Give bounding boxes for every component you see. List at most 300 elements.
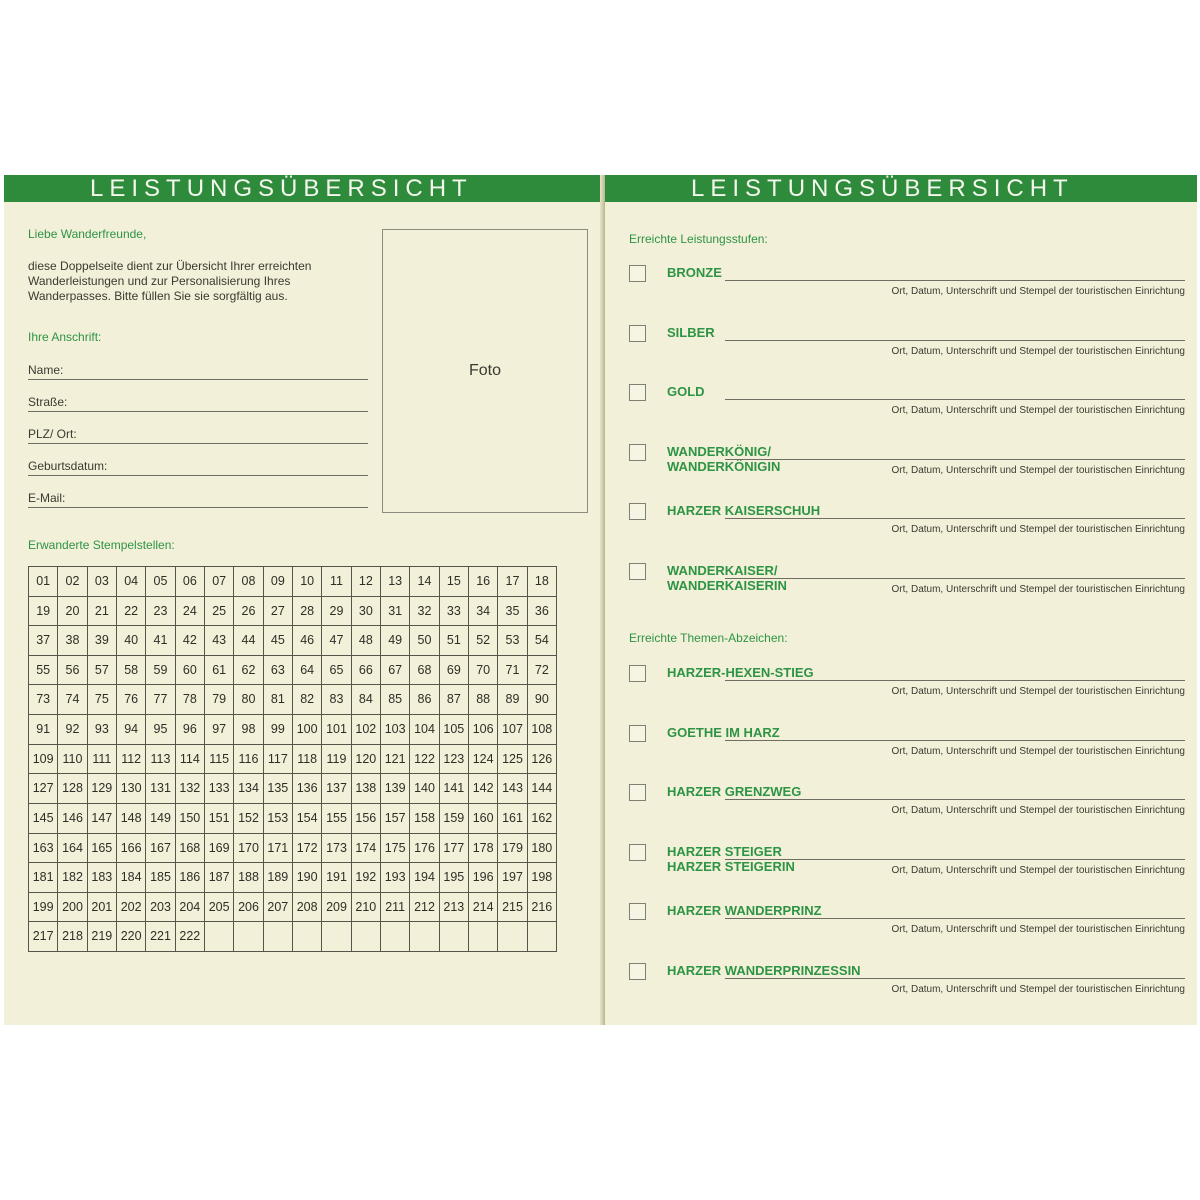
signature-line[interactable] xyxy=(725,740,1185,741)
stamp-cell[interactable]: 95 xyxy=(146,715,175,745)
stamp-cell[interactable]: 113 xyxy=(146,745,175,775)
stamp-cell[interactable]: 106 xyxy=(469,715,498,745)
stamp-cell[interactable]: 153 xyxy=(264,804,293,834)
signature-line[interactable] xyxy=(725,340,1185,341)
signature-line[interactable] xyxy=(725,680,1185,681)
stamp-cell[interactable]: 110 xyxy=(58,745,87,775)
stamp-cell[interactable]: 67 xyxy=(381,656,410,686)
stamp-cell[interactable]: 36 xyxy=(528,597,557,627)
stamp-cell[interactable]: 15 xyxy=(440,567,469,597)
stamp-cell[interactable]: 180 xyxy=(528,834,557,864)
stamp-cell[interactable]: 77 xyxy=(146,685,175,715)
booklet-spread xyxy=(4,175,1197,1025)
level-item xyxy=(629,563,1185,609)
signature-caption: Ort, Datum, Unterschrift und Stempel der touristischen Einrichtung xyxy=(891,405,1185,416)
stamp-cell[interactable]: 66 xyxy=(352,656,381,686)
stamp-cell[interactable]: 27 xyxy=(264,597,293,627)
stamp-cell[interactable]: 63 xyxy=(264,656,293,686)
stamp-cell[interactable]: 214 xyxy=(469,893,498,923)
checkbox[interactable] xyxy=(629,963,646,980)
stamp-cell[interactable]: 74 xyxy=(58,685,87,715)
stamp-cell[interactable]: 195 xyxy=(440,863,469,893)
item-label xyxy=(667,963,861,978)
stamp-cell[interactable]: 147 xyxy=(88,804,117,834)
checkbox[interactable] xyxy=(629,325,646,342)
stamp-cell[interactable]: 99 xyxy=(264,715,293,745)
stamp-cell[interactable]: 10 xyxy=(293,567,322,597)
stamp-cell[interactable]: 62 xyxy=(234,656,263,686)
stamp-cell[interactable]: 38 xyxy=(58,626,87,656)
stamp-cell[interactable]: 45 xyxy=(264,626,293,656)
stamp-cell[interactable]: 192 xyxy=(352,863,381,893)
stamp-cell[interactable]: 23 xyxy=(146,597,175,627)
stamp-cell[interactable]: 90 xyxy=(528,685,557,715)
stamp-cell[interactable]: 158 xyxy=(410,804,439,834)
stamp-cell[interactable]: 204 xyxy=(176,893,205,923)
stamp-cell[interactable]: 108 xyxy=(528,715,557,745)
stamp-cell[interactable]: 103 xyxy=(381,715,410,745)
stamp-cell-empty[interactable] xyxy=(322,922,351,952)
stamp-cell[interactable]: 155 xyxy=(322,804,351,834)
stamp-cell[interactable]: 126 xyxy=(528,745,557,775)
stamp-cell-empty[interactable] xyxy=(381,922,410,952)
stamp-cell[interactable]: 105 xyxy=(440,715,469,745)
stamp-cell[interactable]: 218 xyxy=(58,922,87,952)
stamp-cell[interactable]: 13 xyxy=(381,567,410,597)
stamp-cell[interactable]: 148 xyxy=(117,804,146,834)
stamp-cell[interactable]: 211 xyxy=(381,893,410,923)
stamp-cell[interactable]: 140 xyxy=(410,774,439,804)
stamp-cell[interactable]: 150 xyxy=(176,804,205,834)
stamp-cell[interactable]: 196 xyxy=(469,863,498,893)
stamp-cell[interactable]: 08 xyxy=(234,567,263,597)
zip-city-field[interactable]: PLZ/ Ort: xyxy=(28,426,368,444)
street-field[interactable]: Straße: xyxy=(28,394,368,412)
stamp-cell[interactable]: 12 xyxy=(352,567,381,597)
stamp-cell[interactable]: 136 xyxy=(293,774,322,804)
stamp-cell[interactable]: 181 xyxy=(29,863,58,893)
checkbox[interactable] xyxy=(629,784,646,801)
stamp-cell-empty[interactable] xyxy=(528,922,557,952)
stamp-cell[interactable]: 37 xyxy=(29,626,58,656)
stamp-cell[interactable]: 40 xyxy=(117,626,146,656)
item-label-line: HARZER STEIGERIN xyxy=(667,858,795,874)
stamp-cell[interactable]: 128 xyxy=(58,774,87,804)
item-label xyxy=(667,384,705,399)
stamp-cell[interactable]: 222 xyxy=(176,922,205,952)
signature-caption: Ort, Datum, Unterschrift und Stempel der touristischen Einrichtung xyxy=(891,864,1185,876)
stamp-cell[interactable]: 21 xyxy=(88,597,117,627)
stamp-cell[interactable]: 72 xyxy=(528,656,557,686)
stamp-cell[interactable]: 120 xyxy=(352,745,381,775)
stamp-cell[interactable]: 111 xyxy=(88,745,117,775)
stamp-cell[interactable]: 170 xyxy=(234,834,263,864)
stamp-cell[interactable]: 07 xyxy=(205,567,234,597)
stamp-cell[interactable]: 96 xyxy=(176,715,205,745)
stamp-cell[interactable]: 179 xyxy=(498,834,527,864)
stamp-cell[interactable]: 176 xyxy=(410,834,439,864)
stamp-cell[interactable]: 175 xyxy=(381,834,410,864)
level-item xyxy=(629,444,1185,490)
level-item xyxy=(629,503,1185,549)
stamp-cell[interactable]: 209 xyxy=(322,893,351,923)
stamp-cell[interactable]: 102 xyxy=(352,715,381,745)
stamp-cell[interactable]: 115 xyxy=(205,745,234,775)
stamp-cell[interactable]: 172 xyxy=(293,834,322,864)
stamp-cell[interactable]: 186 xyxy=(176,863,205,893)
stamp-cell[interactable]: 02 xyxy=(58,567,87,597)
stamp-cell[interactable]: 124 xyxy=(469,745,498,775)
stamp-cell[interactable]: 183 xyxy=(88,863,117,893)
stamp-cell[interactable]: 09 xyxy=(264,567,293,597)
signature-caption: Ort, Datum, Unterschrift und Stempel der touristischen Einrichtung xyxy=(891,983,1185,995)
stamp-cell[interactable]: 119 xyxy=(322,745,351,775)
stamp-cell[interactable]: 188 xyxy=(234,863,263,893)
stamp-cell[interactable]: 75 xyxy=(88,685,117,715)
stamp-cell[interactable]: 159 xyxy=(440,804,469,834)
stamp-cell[interactable]: 93 xyxy=(88,715,117,745)
stamp-cell[interactable]: 200 xyxy=(58,893,87,923)
stamp-cell[interactable]: 44 xyxy=(234,626,263,656)
checkbox[interactable] xyxy=(629,563,646,580)
signature-caption: Ort, Datum, Unterschrift und Stempel der touristischen Einrichtung xyxy=(891,583,1185,595)
stamp-cell[interactable]: 19 xyxy=(29,597,58,627)
stamp-cell[interactable]: 208 xyxy=(293,893,322,923)
stamp-cell[interactable]: 69 xyxy=(440,656,469,686)
stamp-cell[interactable]: 97 xyxy=(205,715,234,745)
stamp-cell-empty[interactable] xyxy=(205,922,234,952)
stamp-cell[interactable]: 92 xyxy=(58,715,87,745)
stamp-cell[interactable]: 166 xyxy=(117,834,146,864)
stamp-cell[interactable]: 83 xyxy=(322,685,351,715)
level-item xyxy=(629,325,1185,371)
item-label xyxy=(667,784,801,799)
stamp-cell[interactable]: 201 xyxy=(88,893,117,923)
left-page xyxy=(4,175,602,1025)
name-field[interactable]: Name: xyxy=(28,362,368,380)
stamp-cell[interactable]: 127 xyxy=(29,774,58,804)
stamp-cell[interactable]: 163 xyxy=(29,834,58,864)
stamp-cell[interactable]: 139 xyxy=(381,774,410,804)
stamp-cell[interactable]: 03 xyxy=(88,567,117,597)
stamp-cell[interactable]: 206 xyxy=(234,893,263,923)
stamp-cell[interactable]: 125 xyxy=(498,745,527,775)
stamp-cell[interactable]: 216 xyxy=(528,893,557,923)
stamp-cell[interactable]: 219 xyxy=(88,922,117,952)
stamp-cell[interactable]: 121 xyxy=(381,745,410,775)
stamp-cell[interactable]: 168 xyxy=(176,834,205,864)
signature-caption: Ort, Datum, Unterschrift und Stempel der touristischen Einrichtung xyxy=(891,686,1185,697)
stamp-cell[interactable]: 213 xyxy=(440,893,469,923)
signature-line[interactable] xyxy=(725,918,1185,919)
stamp-cell[interactable]: 14 xyxy=(410,567,439,597)
stamp-cell[interactable]: 189 xyxy=(264,863,293,893)
stamp-cell[interactable]: 25 xyxy=(205,597,234,627)
stamp-cell[interactable]: 16 xyxy=(469,567,498,597)
greeting: Liebe Wanderfreunde, xyxy=(28,227,147,241)
item-label xyxy=(667,265,722,280)
stamp-cell-empty[interactable] xyxy=(410,922,439,952)
stamp-cell[interactable]: 80 xyxy=(234,685,263,715)
birthdate-field[interactable]: Geburtsdatum: xyxy=(28,458,368,476)
stamp-cell[interactable]: 138 xyxy=(352,774,381,804)
stamp-cell[interactable]: 193 xyxy=(381,863,410,893)
stamp-cell[interactable]: 174 xyxy=(352,834,381,864)
stamp-cell[interactable]: 50 xyxy=(410,626,439,656)
stamp-cell[interactable]: 178 xyxy=(469,834,498,864)
checkbox[interactable] xyxy=(629,903,646,920)
stamp-cell[interactable]: 82 xyxy=(293,685,322,715)
signature-line[interactable] xyxy=(725,399,1185,400)
stamp-cell[interactable]: 41 xyxy=(146,626,175,656)
signature-caption: Ort, Datum, Unterschrift und Stempel der touristischen Einrichtung xyxy=(891,805,1185,816)
stamp-cell[interactable]: 145 xyxy=(29,804,58,834)
stamp-cell[interactable]: 57 xyxy=(88,656,117,686)
stamp-cell[interactable]: 31 xyxy=(381,597,410,627)
stamp-cell[interactable]: 101 xyxy=(322,715,351,745)
stamp-cell[interactable]: 53 xyxy=(498,626,527,656)
stamp-cell[interactable]: 22 xyxy=(117,597,146,627)
stamp-cell[interactable]: 65 xyxy=(322,656,351,686)
stamp-cell[interactable]: 46 xyxy=(293,626,322,656)
signature-line[interactable] xyxy=(725,978,1185,979)
stamp-cell[interactable]: 133 xyxy=(205,774,234,804)
email-field[interactable]: E-Mail: xyxy=(28,490,368,508)
stamp-cell[interactable]: 154 xyxy=(293,804,322,834)
signature-caption: Ort, Datum, Unterschrift und Stempel der touristischen Einrichtung xyxy=(891,464,1185,476)
left-banner-title: LEISTUNGSÜBERSICHT xyxy=(90,175,473,202)
stamp-cell[interactable]: 161 xyxy=(498,804,527,834)
checkbox[interactable] xyxy=(629,444,646,461)
stamp-cell[interactable]: 199 xyxy=(29,893,58,923)
stamp-cell[interactable]: 100 xyxy=(293,715,322,745)
stamp-cell[interactable]: 78 xyxy=(176,685,205,715)
intro-text xyxy=(28,259,378,304)
stamp-cell[interactable]: 70 xyxy=(469,656,498,686)
stamp-cell[interactable]: 202 xyxy=(117,893,146,923)
stamp-cell-empty[interactable] xyxy=(469,922,498,952)
stamp-cell[interactable]: 173 xyxy=(322,834,351,864)
signature-line[interactable] xyxy=(725,518,1185,519)
stamp-cell[interactable]: 198 xyxy=(528,863,557,893)
stamp-cell[interactable]: 207 xyxy=(264,893,293,923)
stamp-cell[interactable]: 184 xyxy=(117,863,146,893)
stamp-cell[interactable]: 144 xyxy=(528,774,557,804)
stamp-cell[interactable]: 56 xyxy=(58,656,87,686)
stamp-cell[interactable]: 91 xyxy=(29,715,58,745)
stamp-cell[interactable]: 171 xyxy=(264,834,293,864)
stamp-cell[interactable]: 131 xyxy=(146,774,175,804)
signature-line[interactable] xyxy=(725,799,1185,800)
stamp-cell[interactable]: 212 xyxy=(410,893,439,923)
stamp-cell[interactable]: 149 xyxy=(146,804,175,834)
stamp-cell[interactable]: 98 xyxy=(234,715,263,745)
stamp-cell[interactable]: 58 xyxy=(117,656,146,686)
checkbox[interactable] xyxy=(629,665,646,682)
stamp-cell[interactable]: 54 xyxy=(528,626,557,656)
stamp-cell-empty[interactable] xyxy=(234,922,263,952)
stamp-cell[interactable]: 49 xyxy=(381,626,410,656)
stamp-cell[interactable]: 187 xyxy=(205,863,234,893)
left-banner xyxy=(4,175,602,202)
stamp-cell[interactable]: 05 xyxy=(146,567,175,597)
stamp-cell[interactable]: 185 xyxy=(146,863,175,893)
stamp-cell[interactable]: 43 xyxy=(205,626,234,656)
stamp-cell-empty[interactable] xyxy=(498,922,527,952)
signature-line[interactable] xyxy=(725,859,1185,860)
signature-line[interactable] xyxy=(725,459,1185,460)
stamp-cell[interactable]: 135 xyxy=(264,774,293,804)
item-label xyxy=(667,503,820,518)
stamp-cell[interactable]: 26 xyxy=(234,597,263,627)
stamp-cell[interactable]: 146 xyxy=(58,804,87,834)
stamp-cell[interactable]: 142 xyxy=(469,774,498,804)
stamp-cell[interactable]: 17 xyxy=(498,567,527,597)
stamp-cell[interactable]: 30 xyxy=(352,597,381,627)
intro-line: Wanderleistungen und zur Personalisierung Ihres xyxy=(28,274,291,288)
stamp-cell[interactable]: 157 xyxy=(381,804,410,834)
signature-caption: Ort, Datum, Unterschrift und Stempel der touristischen Einrichtung xyxy=(891,924,1185,935)
stamp-cell[interactable]: 61 xyxy=(205,656,234,686)
stamp-cell[interactable]: 29 xyxy=(322,597,351,627)
stamp-cell[interactable]: 152 xyxy=(234,804,263,834)
stamp-cell[interactable]: 221 xyxy=(146,922,175,952)
item-label-line: HARZER WANDERPRINZESSIN xyxy=(667,962,861,978)
level-item xyxy=(629,384,1185,430)
stamp-cell[interactable]: 151 xyxy=(205,804,234,834)
stamp-cell[interactable]: 94 xyxy=(117,715,146,745)
stamp-cell[interactable]: 48 xyxy=(352,626,381,656)
checkbox[interactable] xyxy=(629,384,646,401)
stamp-cell[interactable]: 01 xyxy=(29,567,58,597)
stamp-cell[interactable]: 165 xyxy=(88,834,117,864)
stamp-cell[interactable]: 32 xyxy=(410,597,439,627)
stamp-cell[interactable]: 114 xyxy=(176,745,205,775)
stamp-cell[interactable]: 85 xyxy=(381,685,410,715)
stamp-cell[interactable]: 81 xyxy=(264,685,293,715)
stamp-cell[interactable]: 24 xyxy=(176,597,205,627)
stamp-cell[interactable]: 203 xyxy=(146,893,175,923)
stamp-cell[interactable]: 130 xyxy=(117,774,146,804)
stamp-cell[interactable]: 217 xyxy=(29,922,58,952)
stamp-cell[interactable]: 104 xyxy=(410,715,439,745)
stamp-cell-empty[interactable] xyxy=(440,922,469,952)
theme-item xyxy=(629,844,1185,890)
stamp-cell[interactable]: 164 xyxy=(58,834,87,864)
theme-item xyxy=(629,665,1185,711)
stamp-cell[interactable]: 68 xyxy=(410,656,439,686)
theme-item xyxy=(629,784,1185,830)
stamp-cell[interactable]: 190 xyxy=(293,863,322,893)
stamp-cell[interactable]: 162 xyxy=(528,804,557,834)
signature-caption: Ort, Datum, Unterschrift und Stempel der touristischen Einrichtung xyxy=(891,345,1185,357)
stamp-cell[interactable]: 123 xyxy=(440,745,469,775)
stamp-cell[interactable]: 160 xyxy=(469,804,498,834)
stamp-cell[interactable]: 191 xyxy=(322,863,351,893)
stamp-cell[interactable]: 76 xyxy=(117,685,146,715)
signature-line[interactable] xyxy=(725,280,1185,281)
stamp-cell[interactable]: 132 xyxy=(176,774,205,804)
stamp-cell[interactable]: 112 xyxy=(117,745,146,775)
stamp-cell[interactable]: 118 xyxy=(293,745,322,775)
stamp-cell[interactable]: 215 xyxy=(498,893,527,923)
stamp-cell[interactable]: 39 xyxy=(88,626,117,656)
stamps-heading: Erwanderte Stempelstellen: xyxy=(28,538,175,552)
stamp-cell-empty[interactable] xyxy=(352,922,381,952)
stamp-cell[interactable]: 156 xyxy=(352,804,381,834)
stamp-cell[interactable]: 06 xyxy=(176,567,205,597)
stamp-cell-empty[interactable] xyxy=(293,922,322,952)
stamp-cell[interactable]: 33 xyxy=(440,597,469,627)
stamp-cell[interactable]: 34 xyxy=(469,597,498,627)
stamp-cell[interactable]: 137 xyxy=(322,774,351,804)
stamp-cell[interactable]: 47 xyxy=(322,626,351,656)
stamp-cell[interactable]: 86 xyxy=(410,685,439,715)
checkbox[interactable] xyxy=(629,844,646,861)
checkbox[interactable] xyxy=(629,265,646,282)
stamp-cell[interactable]: 35 xyxy=(498,597,527,627)
stamp-cell[interactable]: 205 xyxy=(205,893,234,923)
stamp-cell[interactable]: 60 xyxy=(176,656,205,686)
photo-box[interactable] xyxy=(382,229,588,513)
item-label xyxy=(667,903,822,918)
stamp-cell[interactable]: 64 xyxy=(293,656,322,686)
stamp-cell[interactable]: 129 xyxy=(88,774,117,804)
stamp-cell-empty[interactable] xyxy=(264,922,293,952)
stamp-cell[interactable]: 116 xyxy=(234,745,263,775)
photo-label: Foto xyxy=(468,362,501,379)
item-label xyxy=(667,665,814,680)
stamp-cell[interactable]: 177 xyxy=(440,834,469,864)
stamp-cell[interactable]: 117 xyxy=(264,745,293,775)
stamp-cell[interactable]: 20 xyxy=(58,597,87,627)
stamp-cell[interactable]: 134 xyxy=(234,774,263,804)
stamp-cell[interactable]: 87 xyxy=(440,685,469,715)
stamp-cell[interactable]: 141 xyxy=(440,774,469,804)
stamp-cell[interactable]: 18 xyxy=(528,567,557,597)
stamp-cell[interactable]: 51 xyxy=(440,626,469,656)
stamp-cell[interactable]: 107 xyxy=(498,715,527,745)
stamp-cell[interactable]: 143 xyxy=(498,774,527,804)
stamp-cell[interactable]: 79 xyxy=(205,685,234,715)
stamp-cell[interactable]: 194 xyxy=(410,863,439,893)
stamp-cell[interactable]: 182 xyxy=(58,863,87,893)
stamp-cell[interactable]: 197 xyxy=(498,863,527,893)
stamp-cell[interactable]: 59 xyxy=(146,656,175,686)
stamp-cell[interactable]: 169 xyxy=(205,834,234,864)
stamp-cell[interactable]: 28 xyxy=(293,597,322,627)
stamp-cell[interactable]: 122 xyxy=(410,745,439,775)
stamp-cell[interactable]: 11 xyxy=(322,567,351,597)
signature-caption: Ort, Datum, Unterschrift und Stempel der touristischen Einrichtung xyxy=(891,745,1185,757)
stamp-cell[interactable]: 04 xyxy=(117,567,146,597)
stamp-cell[interactable]: 84 xyxy=(352,685,381,715)
stamp-cell[interactable]: 88 xyxy=(469,685,498,715)
stamp-cell[interactable]: 167 xyxy=(146,834,175,864)
stamp-cell[interactable]: 210 xyxy=(352,893,381,923)
stamp-cell[interactable]: 89 xyxy=(498,685,527,715)
checkbox[interactable] xyxy=(629,725,646,742)
checkbox[interactable] xyxy=(629,503,646,520)
stamp-cell[interactable]: 220 xyxy=(117,922,146,952)
signature-line[interactable] xyxy=(725,578,1185,579)
stamp-cell[interactable]: 73 xyxy=(29,685,58,715)
stamp-cell[interactable]: 42 xyxy=(176,626,205,656)
stamp-cell[interactable]: 109 xyxy=(29,745,58,775)
stamp-cell[interactable]: 55 xyxy=(29,656,58,686)
stamp-cell[interactable]: 71 xyxy=(498,656,527,686)
stamp-cell[interactable]: 52 xyxy=(469,626,498,656)
